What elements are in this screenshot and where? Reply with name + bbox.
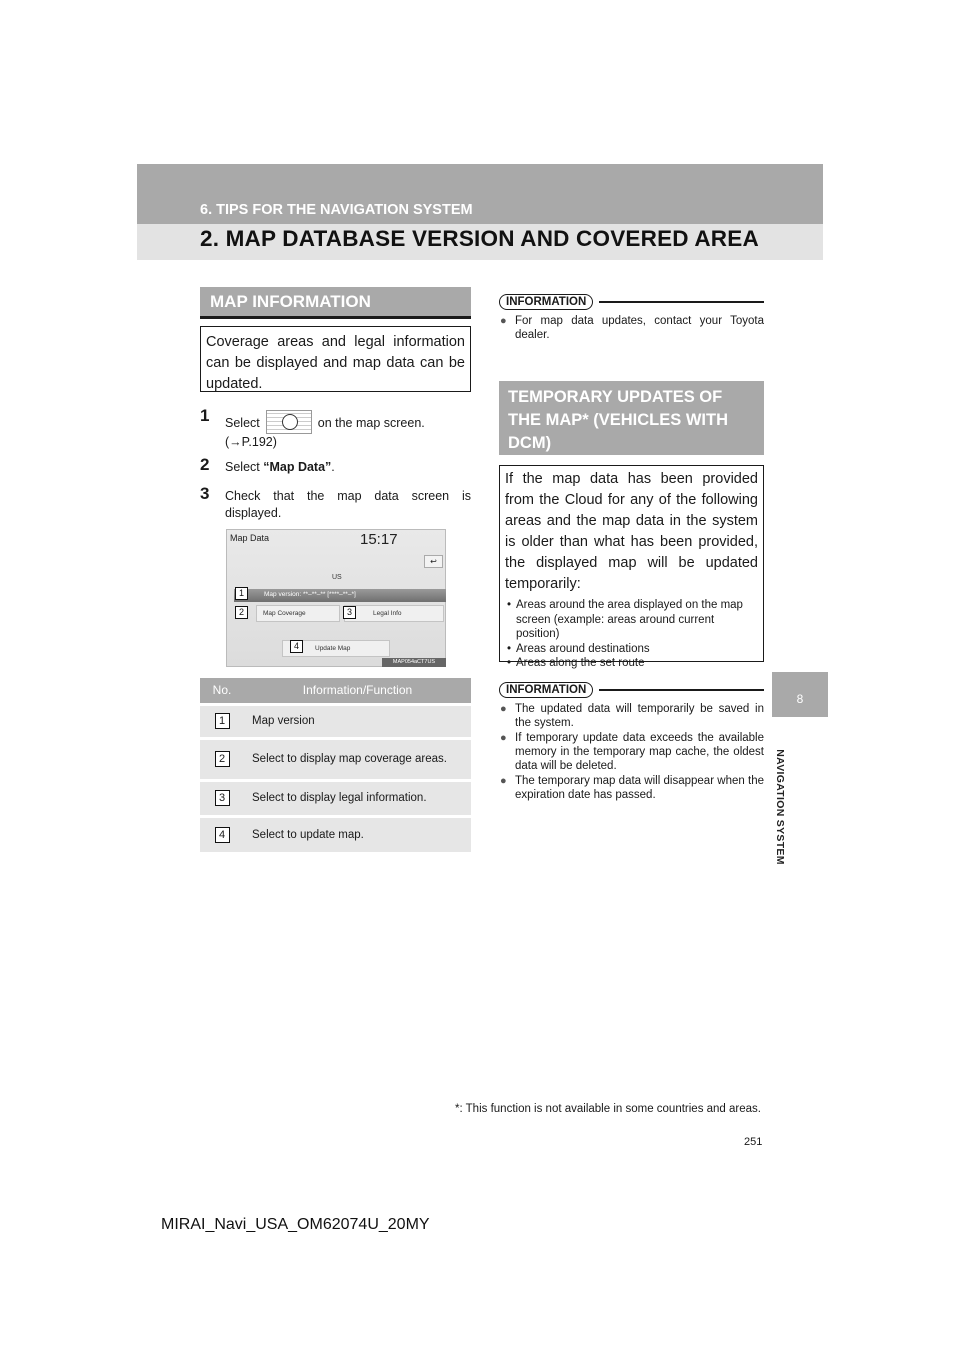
chapter-tab: 8 [772, 672, 828, 717]
screen-clock: 15:17 [360, 531, 398, 548]
list-item: • Areas around the area displayed on the map screen (example: areas around current position) [505, 598, 758, 642]
document-id: MIRAI_Navi_USA_OM62074U_20MY [161, 1216, 430, 1233]
map-data-screen-illustration [226, 529, 446, 667]
table-row: 2 Select to display map coverage areas. [200, 738, 471, 780]
callout-3: 3 [343, 606, 356, 619]
map-version-bar: Map version: **–**–** [****–**–*] [234, 589, 446, 602]
temporary-updates-box [499, 465, 764, 669]
function-table [200, 678, 471, 852]
step-2: 2 Select “Map Data”. [200, 455, 335, 474]
chapter-label: NAVIGATION SYSTEM [774, 749, 786, 865]
screen-region: US [332, 574, 342, 581]
list-item: ● For map data updates, contact your Toyota dealer. [499, 314, 764, 342]
list-item: • Areas along the set route [505, 656, 758, 671]
step-1: 1 Select on the map screen. (→P.192) [200, 406, 425, 449]
temporary-updates-heading: TEMPORARY UPDATES OF THE MAP* (VEHICLES WITH DCM) [499, 381, 764, 455]
legal-info-button: Legal Info [344, 605, 444, 622]
table-row: 4 Select to update map. [200, 816, 471, 852]
map-coverage-button: Map Coverage [256, 605, 340, 622]
callout-4: 4 [290, 640, 303, 653]
footnote: *: This function is not available in some countries and areas. [455, 1103, 761, 1115]
callout-1: 1 [235, 587, 248, 600]
temporary-updates-paragraph: If the map data has been provided from the Cloud for any of the following areas and the map data in the system is older than what has been provided, the displayed map will be updated temporarily: [505, 471, 758, 592]
list-item: ● If temporary update data exceeds the available memory in the temporary map cache, the oldest data will be deleted. [499, 731, 764, 773]
info-divider [599, 689, 764, 691]
information-box-1 [499, 292, 764, 343]
image-code: MAP054aCT7US [382, 658, 446, 667]
information-tag: INFORMATION [499, 294, 593, 310]
map-information-heading: MAP INFORMATION [200, 287, 471, 319]
table-row: 1 Map version [200, 704, 471, 738]
screen-title: Map Data [230, 533, 270, 543]
section-heading: 6. TIPS FOR THE NAVIGATION SYSTEM [200, 202, 473, 218]
list-item: • Areas around destinations [505, 642, 758, 657]
map-menu-icon [266, 410, 312, 434]
information-box-2 [499, 680, 764, 803]
table-row: 3 Select to display legal information. [200, 780, 471, 816]
callout-2: 2 [235, 606, 248, 619]
info-divider [599, 301, 764, 303]
list-item: ● The temporary map data will disappear when the expiration date has passed. [499, 774, 764, 802]
list-item: ● The updated data will temporarily be saved in the system. [499, 702, 764, 730]
step-3: 3 Check that the map data screen is displayed. [200, 484, 471, 520]
page-number: 251 [744, 1136, 763, 1148]
page-title: 2. MAP DATABASE VERSION AND COVERED AREA [200, 226, 759, 251]
table-header-function: Information/Function [244, 678, 471, 704]
update-map-button: Update Map [282, 640, 390, 657]
table-header-no: No. [200, 678, 244, 704]
map-information-description: Coverage areas and legal information can be displayed and map data can be updated. [200, 326, 471, 392]
back-icon: ↩ [424, 555, 443, 568]
information-tag: INFORMATION [499, 682, 593, 698]
